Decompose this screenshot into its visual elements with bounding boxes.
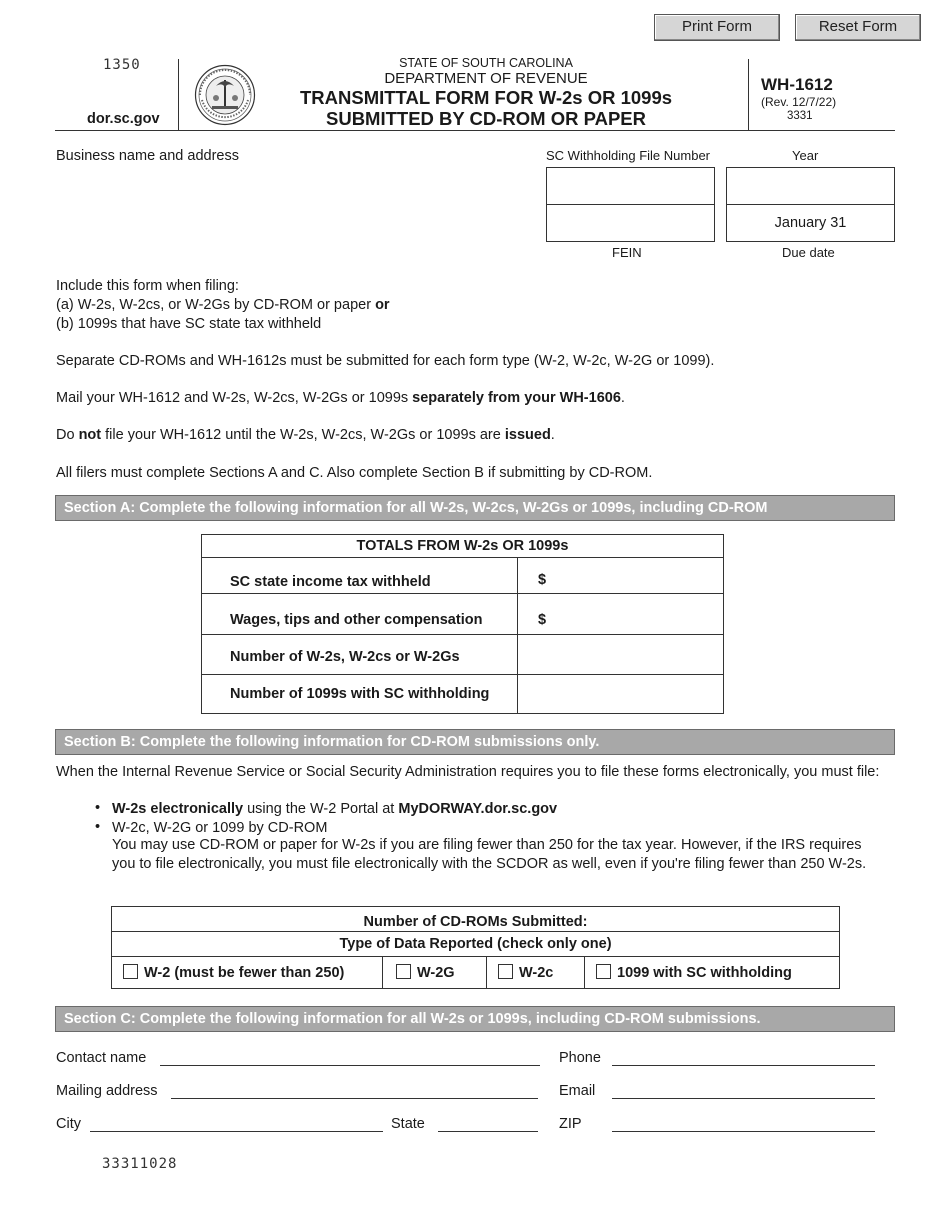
1099-count-input[interactable] xyxy=(520,676,720,712)
all-filers-note: All filers must complete Sections A and C. Also complete Section B if submitting by CD-ROM. xyxy=(56,465,653,481)
zip-label: ZIP xyxy=(559,1116,582,1132)
contact-name-input[interactable] xyxy=(160,1065,540,1066)
tax-withheld-dollar: $ xyxy=(538,572,547,588)
department-name: DEPARTMENT OF REVENUE xyxy=(384,70,588,87)
print-form-button[interactable]: Print Form xyxy=(654,14,780,41)
sc-file-number-input[interactable] xyxy=(546,167,715,205)
zip-input[interactable] xyxy=(612,1131,875,1132)
contact-name-label: Contact name xyxy=(56,1050,147,1066)
row-line xyxy=(202,674,723,675)
row-line xyxy=(202,634,723,635)
year-label: Year xyxy=(792,148,819,163)
email-input[interactable] xyxy=(612,1098,875,1099)
bullet-w2-electronic: W-2s electronically using the W-2 Portal at MyDORWAY.dor.sc.gov xyxy=(112,801,558,817)
wages-input[interactable] xyxy=(554,596,720,632)
header-divider-left xyxy=(178,59,179,130)
header-rule xyxy=(55,130,895,131)
include-item-a: (a) W-2s, W-2cs, or W-2Gs by CD-ROM or paper or xyxy=(56,297,390,313)
wages-dollar: $ xyxy=(538,612,547,628)
do-not-file-note: Do not file your WH-1612 until the W-2s, W-2cs, W-2Gs or 1099s are issued. xyxy=(56,427,555,443)
mailing-address-input[interactable] xyxy=(171,1098,538,1099)
tax-withheld-label: SC state income tax withheld xyxy=(230,574,431,590)
state-name: STATE OF SOUTH CAROLINA xyxy=(399,56,573,70)
wages-label: Wages, tips and other compensation xyxy=(230,612,483,628)
section-b-header: Section B: Complete the following information for CD-ROM submissions only. xyxy=(55,729,895,755)
fein-label: FEIN xyxy=(612,245,642,260)
cdrom-count-label: Number of CD-ROMs Submitted: xyxy=(363,914,588,930)
section-a-header: Section A: Complete the following information for all W-2s, W-2cs, W-2Gs or 1099s, including CD-ROM xyxy=(55,495,895,521)
fein-input[interactable] xyxy=(546,204,715,242)
totals-table xyxy=(201,534,724,714)
include-line: Include this form when filing: xyxy=(56,278,239,294)
form-number: WH-1612 xyxy=(761,75,833,94)
w2g-checkbox[interactable] xyxy=(396,964,411,979)
bullet-icon: • xyxy=(95,819,101,835)
form-title-line2: SUBMITTED BY CD-ROM OR PAPER xyxy=(326,108,646,129)
w2-count-input[interactable] xyxy=(520,636,720,672)
option-w2g[interactable]: W-2G xyxy=(396,960,455,987)
include-item-b: (b) 1099s that have SC state tax withheld xyxy=(56,316,322,332)
bullet-cdrom-detail: You may use CD-ROM or paper for W-2s if you are filing fewer than 250 for the tax year. However, if the IRS requires you to file electronically, you must file electronically with the SCDOR as well, even if you're filing fewer than 250 W-2s. xyxy=(112,837,867,872)
form-code: 3331 xyxy=(787,110,813,122)
section-c-header: Section C: Complete the following information for all W-2s or 1099s, including CD-ROM submissions. xyxy=(55,1006,895,1032)
1099-count-label: Number of 1099s with SC withholding xyxy=(230,686,490,702)
form-title-line1: TRANSMITTAL FORM FOR W-2s OR 1099s xyxy=(299,87,673,108)
city-input[interactable] xyxy=(90,1131,383,1132)
data-type-label: Type of Data Reported (check only one) xyxy=(339,936,612,952)
sc-file-number-label: SC Withholding File Number xyxy=(546,148,711,163)
form-revision: (Rev. 12/7/22) xyxy=(761,95,837,109)
option-w2[interactable]: W-2 (must be fewer than 250) xyxy=(123,960,344,987)
top-scan-code: 1350 xyxy=(103,57,141,73)
separate-note: Separate CD-ROMs and WH-1612s must be submitted for each form type (W-2, W-2c, W-2G or 1099). xyxy=(56,353,715,369)
due-date-value: January 31 xyxy=(726,204,895,242)
row-line xyxy=(202,593,723,594)
1099-checkbox[interactable] xyxy=(596,964,611,979)
header-divider-right xyxy=(748,59,749,130)
col-line xyxy=(486,957,487,989)
email-label: Email xyxy=(559,1083,596,1099)
row-line xyxy=(112,956,839,957)
col-line xyxy=(382,957,383,989)
year-input[interactable] xyxy=(726,167,895,205)
w2c-checkbox[interactable] xyxy=(498,964,513,979)
bullet-icon: • xyxy=(95,800,101,816)
state-input[interactable] xyxy=(438,1131,538,1132)
city-label: City xyxy=(56,1116,81,1132)
col-line xyxy=(584,957,585,989)
footer-scan-code: 33311028 xyxy=(102,1156,178,1172)
phone-input[interactable] xyxy=(612,1065,875,1066)
phone-label: Phone xyxy=(559,1050,601,1066)
reset-form-button[interactable]: Reset Form xyxy=(795,14,921,41)
mail-note: Mail your WH-1612 and W-2s, W-2cs, W-2Gs or 1099s separately from your WH-1606. xyxy=(56,390,625,406)
state-label: State xyxy=(391,1116,425,1132)
due-date-label: Due date xyxy=(782,245,835,260)
tax-withheld-input[interactable] xyxy=(554,560,720,592)
seal-icon xyxy=(194,64,256,126)
website-label: dor.sc.gov xyxy=(87,111,160,127)
business-name-label: Business name and address xyxy=(56,148,239,164)
totals-table-divider xyxy=(517,558,518,714)
option-1099[interactable]: 1099 with SC withholding xyxy=(596,960,792,987)
mailing-address-label: Mailing address xyxy=(56,1083,158,1099)
option-w2c[interactable]: W-2c xyxy=(498,960,553,987)
section-b-intro: When the Internal Revenue Service or Social Security Administration requires you to file these forms electronically, you must file: xyxy=(56,764,880,780)
totals-table-header: TOTALS FROM W-2s OR 1099s xyxy=(202,535,723,558)
w2-count-label: Number of W-2s, W-2cs or W-2Gs xyxy=(230,649,460,665)
w2-checkbox[interactable] xyxy=(123,964,138,979)
bullet-cdrom: W-2c, W-2G or 1099 by CD-ROM xyxy=(112,820,328,836)
